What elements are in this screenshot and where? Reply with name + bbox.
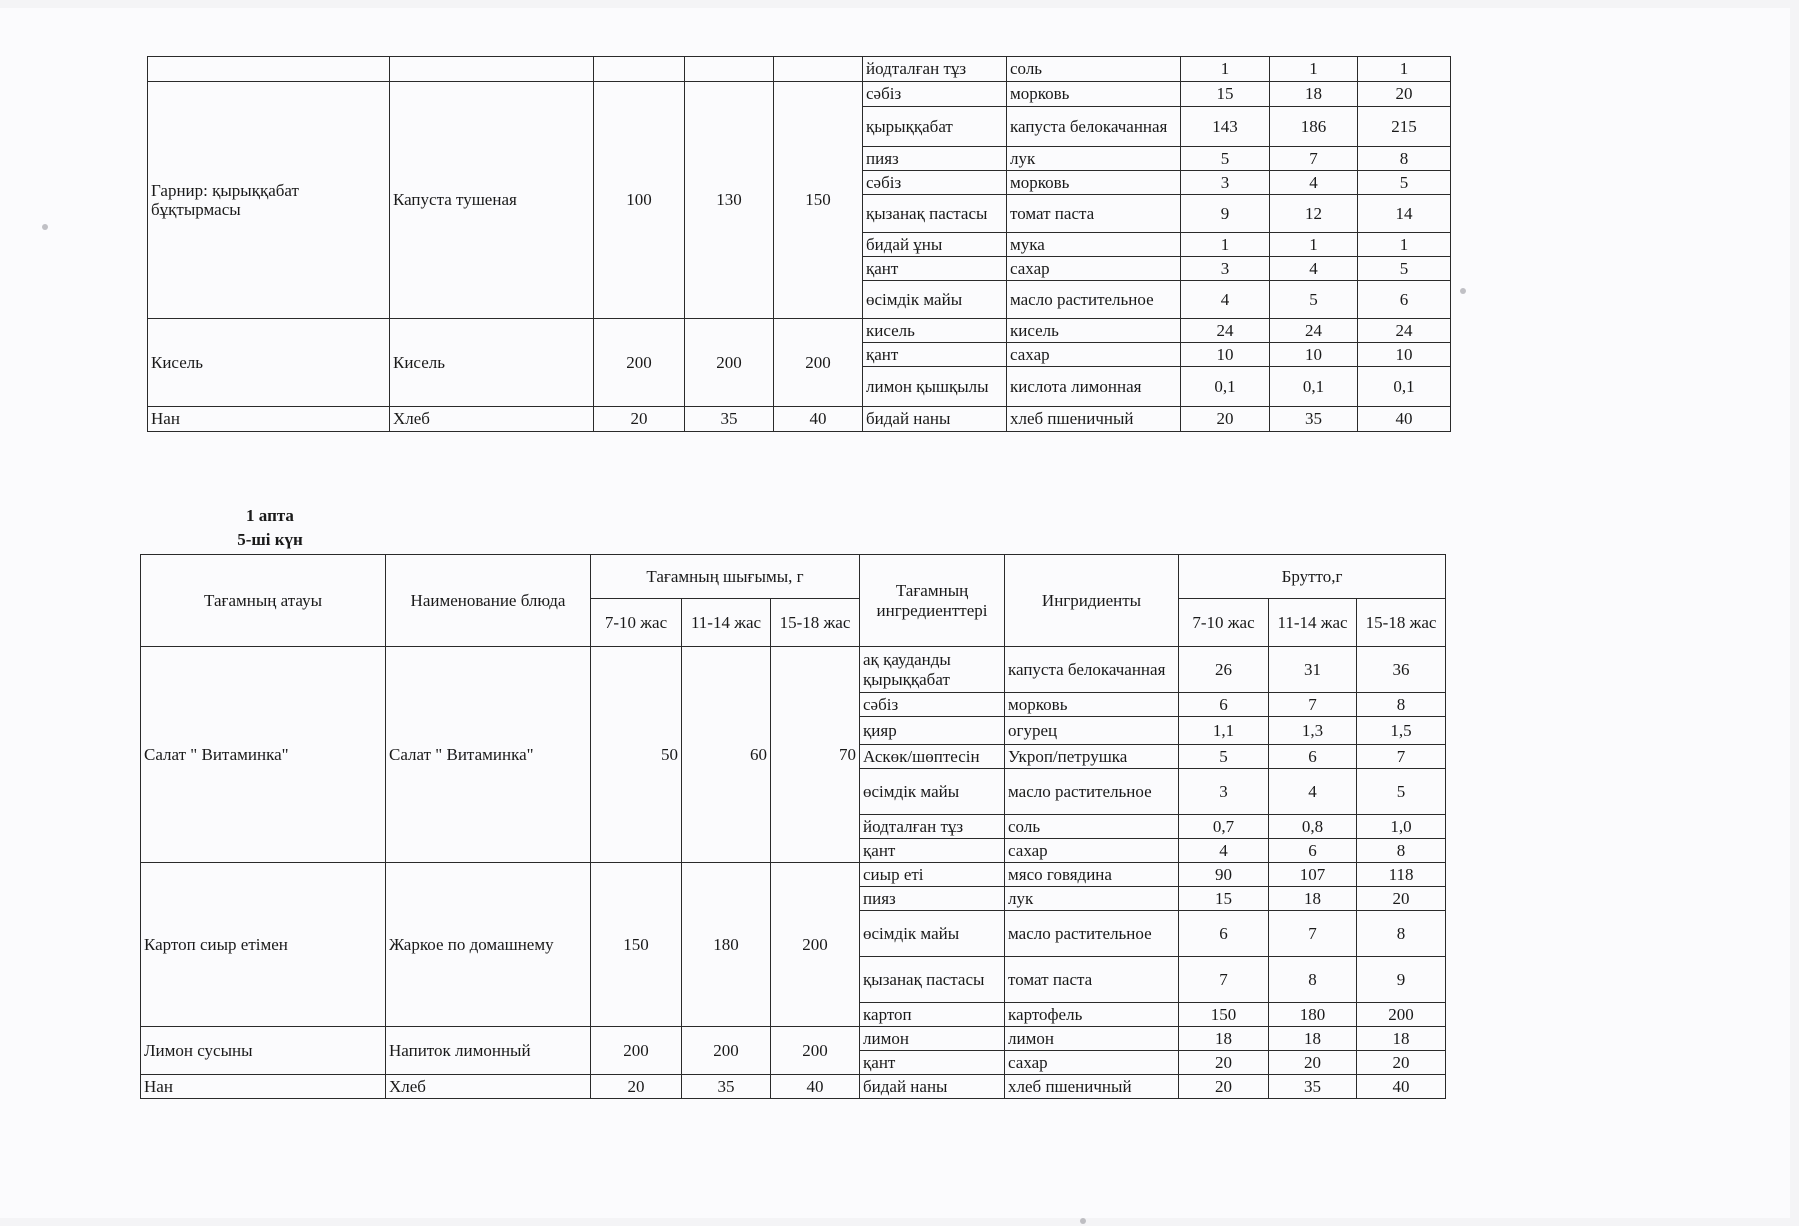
brutto-11-14: 107: [1269, 863, 1357, 887]
ingredient-ru: хлеб пшеничный: [1005, 1075, 1179, 1099]
brutto-11-14: 1: [1270, 57, 1358, 82]
brutto-15-18: 5: [1358, 257, 1451, 281]
yield-15-18: 70: [771, 647, 860, 863]
ingredient-ru: сахар: [1007, 257, 1181, 281]
ingredient-ru: масло растительное: [1005, 769, 1179, 815]
table-header: [141, 555, 1446, 647]
brutto-11-14: 24: [1270, 319, 1358, 343]
brutto-11-14: 5: [1270, 281, 1358, 319]
header-dish-name-kz: Тағамның атауы: [141, 555, 386, 647]
ingredient-kz: қант: [860, 1051, 1005, 1075]
brutto-11-14: 20: [1269, 1051, 1357, 1075]
table-body: [148, 57, 1451, 432]
ingredient-kz: сәбіз: [863, 82, 1007, 107]
ingredient-ru: морковь: [1007, 82, 1181, 107]
brutto-11-14: 1: [1270, 233, 1358, 257]
yield-7-10: 200: [594, 319, 685, 407]
ingredient-kz: лимон қышқылы: [863, 367, 1007, 407]
ingredient-ru: масло растительное: [1007, 281, 1181, 319]
yield-11-14: 35: [685, 407, 774, 432]
dish-name-ru: [390, 57, 594, 82]
yield-15-18: 200: [771, 863, 860, 1027]
brutto-7-10: 10: [1181, 343, 1270, 367]
yield-11-14: 200: [685, 319, 774, 407]
brutto-11-14: 18: [1269, 1027, 1357, 1051]
table-row: [141, 863, 1446, 887]
menu-table-day5: [140, 554, 1446, 1099]
ingredient-kz: қызанақ пастасы: [863, 195, 1007, 233]
brutto-7-10: 1: [1181, 57, 1270, 82]
ingredient-kz: сәбіз: [860, 693, 1005, 717]
brutto-7-10: 1,1: [1179, 717, 1269, 745]
brutto-7-10: 90: [1179, 863, 1269, 887]
brutto-15-18: 1: [1358, 233, 1451, 257]
ingredient-kz: бидай ұны: [863, 233, 1007, 257]
ingredient-ru: мука: [1007, 233, 1181, 257]
brutto-15-18: 36: [1357, 647, 1446, 693]
document-page: [0, 8, 1790, 1218]
brutto-7-10: 0,1: [1181, 367, 1270, 407]
header-brutto-age-7-10: 7-10 жас: [1179, 599, 1269, 647]
ingredient-kz: бидай наны: [863, 407, 1007, 432]
yield-15-18: 150: [774, 82, 863, 319]
yield-15-18: 200: [771, 1027, 860, 1075]
dish-name-kz: Гарнир: қырыққабат бұқтырмасы: [148, 82, 390, 319]
dish-name-ru: Салат " Витаминка": [386, 647, 591, 863]
ingredient-kz: қызанақ пастасы: [860, 957, 1005, 1003]
brutto-15-18: 10: [1358, 343, 1451, 367]
yield-15-18: 200: [774, 319, 863, 407]
ingredient-kz: өсімдік майы: [860, 911, 1005, 957]
yield-15-18: [774, 57, 863, 82]
brutto-7-10: 3: [1179, 769, 1269, 815]
yield-7-10: 20: [591, 1075, 682, 1099]
ingredient-ru: томат паста: [1005, 957, 1179, 1003]
brutto-15-18: 1,5: [1357, 717, 1446, 745]
brutto-15-18: 40: [1357, 1075, 1446, 1099]
brutto-15-18: 20: [1357, 887, 1446, 911]
dish-name-kz: Нан: [141, 1075, 386, 1099]
dish-name-ru: Хлеб: [386, 1075, 591, 1099]
scan-speck: [1460, 288, 1466, 294]
day-label: 5-ші күн: [237, 530, 303, 549]
brutto-11-14: 4: [1269, 769, 1357, 815]
brutto-15-18: 5: [1357, 769, 1446, 815]
brutto-15-18: 8: [1357, 911, 1446, 957]
brutto-7-10: 3: [1181, 257, 1270, 281]
header-yield-age-11-14: 11-14 жас: [682, 599, 771, 647]
table-row: [141, 1027, 1446, 1051]
week-label: 1 апта: [246, 506, 294, 525]
ingredient-kz: сәбіз: [863, 171, 1007, 195]
table-row: [148, 57, 1451, 82]
brutto-11-14: 4: [1270, 171, 1358, 195]
yield-11-14: 200: [682, 1027, 771, 1075]
brutto-7-10: 20: [1181, 407, 1270, 432]
dish-name-ru: Жаркое по домашнему: [386, 863, 591, 1027]
ingredient-ru: томат паста: [1007, 195, 1181, 233]
dish-name-ru: Напиток лимонный: [386, 1027, 591, 1075]
ingredient-kz: өсімдік майы: [860, 769, 1005, 815]
brutto-7-10: 0,7: [1179, 815, 1269, 839]
brutto-11-14: 186: [1270, 107, 1358, 147]
ingredient-ru: сахар: [1005, 839, 1179, 863]
ingredient-kz: Аскөк/шөптесін: [860, 745, 1005, 769]
brutto-15-18: 14: [1358, 195, 1451, 233]
brutto-7-10: 15: [1179, 887, 1269, 911]
brutto-15-18: 215: [1358, 107, 1451, 147]
brutto-7-10: 26: [1179, 647, 1269, 693]
brutto-7-10: 6: [1179, 911, 1269, 957]
header-dish-name-ru: Наименование блюда: [386, 555, 591, 647]
yield-11-14: [685, 57, 774, 82]
ingredient-ru: кислота лимонная: [1007, 367, 1181, 407]
header-yield: Тағамның шығымы, г: [591, 555, 860, 599]
dish-name-kz: [148, 57, 390, 82]
brutto-7-10: 20: [1179, 1051, 1269, 1075]
brutto-7-10: 4: [1181, 281, 1270, 319]
table-body: [141, 647, 1446, 1099]
brutto-11-14: 7: [1269, 693, 1357, 717]
dish-name-kz: Лимон сусыны: [141, 1027, 386, 1075]
scan-speck: [42, 224, 48, 230]
brutto-15-18: 20: [1358, 82, 1451, 107]
yield-11-14: 35: [682, 1075, 771, 1099]
brutto-7-10: 24: [1181, 319, 1270, 343]
brutto-15-18: 7: [1357, 745, 1446, 769]
brutto-11-14: 35: [1270, 407, 1358, 432]
brutto-15-18: 5: [1358, 171, 1451, 195]
ingredient-kz: кисель: [863, 319, 1007, 343]
brutto-11-14: 12: [1270, 195, 1358, 233]
ingredient-kz: лимон: [860, 1027, 1005, 1051]
table-row: [148, 407, 1451, 432]
brutto-7-10: 7: [1179, 957, 1269, 1003]
dish-name-kz: Салат " Витаминка": [141, 647, 386, 863]
yield-7-10: 200: [591, 1027, 682, 1075]
yield-11-14: 180: [682, 863, 771, 1027]
table-row: [148, 82, 1451, 107]
ingredient-kz: йодталған тұз: [863, 57, 1007, 82]
ingredient-kz: қант: [863, 343, 1007, 367]
brutto-11-14: 1,3: [1269, 717, 1357, 745]
brutto-15-18: 8: [1357, 839, 1446, 863]
ingredient-kz: пияз: [860, 887, 1005, 911]
yield-7-10: 20: [594, 407, 685, 432]
brutto-11-14: 35: [1269, 1075, 1357, 1099]
brutto-11-14: 180: [1269, 1003, 1357, 1027]
brutto-15-18: 20: [1357, 1051, 1446, 1075]
yield-7-10: 100: [594, 82, 685, 319]
table-row: [141, 1075, 1446, 1099]
brutto-15-18: 1: [1358, 57, 1451, 82]
brutto-7-10: 1: [1181, 233, 1270, 257]
brutto-15-18: 40: [1358, 407, 1451, 432]
brutto-15-18: 18: [1357, 1027, 1446, 1051]
ingredient-kz: қант: [860, 839, 1005, 863]
dish-name-kz: Нан: [148, 407, 390, 432]
brutto-11-14: 6: [1269, 745, 1357, 769]
ingredient-kz: йодталған тұз: [860, 815, 1005, 839]
table-row: [148, 319, 1451, 343]
brutto-11-14: 8: [1269, 957, 1357, 1003]
brutto-11-14: 0,8: [1269, 815, 1357, 839]
brutto-15-18: 9: [1357, 957, 1446, 1003]
brutto-11-14: 31: [1269, 647, 1357, 693]
brutto-7-10: 20: [1179, 1075, 1269, 1099]
brutto-7-10: 5: [1181, 147, 1270, 171]
ingredient-kz: бидай наны: [860, 1075, 1005, 1099]
brutto-7-10: 3: [1181, 171, 1270, 195]
yield-7-10: [594, 57, 685, 82]
ingredient-ru: лук: [1007, 147, 1181, 171]
ingredient-kz: өсімдік майы: [863, 281, 1007, 319]
yield-15-18: 40: [771, 1075, 860, 1099]
ingredient-ru: морковь: [1005, 693, 1179, 717]
yield-7-10: 50: [591, 647, 682, 863]
ingredient-kz: қант: [863, 257, 1007, 281]
brutto-15-18: 0,1: [1358, 367, 1451, 407]
brutto-7-10: 150: [1179, 1003, 1269, 1027]
ingredient-kz: ақ қауданды қырыққабат: [860, 647, 1005, 693]
ingredient-ru: капуста белокачанная: [1005, 647, 1179, 693]
header-ingredients-kz: Тағамның ингредиенттері: [860, 555, 1005, 647]
header-brutto-age-15-18: 15-18 жас: [1357, 599, 1446, 647]
brutto-11-14: 6: [1269, 839, 1357, 863]
brutto-15-18: 118: [1357, 863, 1446, 887]
yield-11-14: 130: [685, 82, 774, 319]
brutto-11-14: 7: [1270, 147, 1358, 171]
ingredient-ru: картофель: [1005, 1003, 1179, 1027]
dish-name-kz: Кисель: [148, 319, 390, 407]
brutto-7-10: 4: [1179, 839, 1269, 863]
ingredient-ru: лимон: [1005, 1027, 1179, 1051]
yield-11-14: 60: [682, 647, 771, 863]
brutto-7-10: 9: [1181, 195, 1270, 233]
brutto-15-18: 24: [1358, 319, 1451, 343]
dish-name-kz: Картоп сиыр етімен: [141, 863, 386, 1027]
brutto-11-14: 10: [1270, 343, 1358, 367]
ingredient-ru: сахар: [1007, 343, 1181, 367]
brutto-7-10: 18: [1179, 1027, 1269, 1051]
brutto-15-18: 200: [1357, 1003, 1446, 1027]
ingredient-ru: морковь: [1007, 171, 1181, 195]
ingredient-kz: қияр: [860, 717, 1005, 745]
brutto-11-14: 7: [1269, 911, 1357, 957]
brutto-7-10: 143: [1181, 107, 1270, 147]
header-brutto: Брутто,г: [1179, 555, 1446, 599]
header-brutto-age-11-14: 11-14 жас: [1269, 599, 1357, 647]
ingredient-ru: хлеб пшеничный: [1007, 407, 1181, 432]
dish-name-ru: Кисель: [390, 319, 594, 407]
ingredient-ru: сахар: [1005, 1051, 1179, 1075]
ingredient-kz: пияз: [863, 147, 1007, 171]
yield-15-18: 40: [774, 407, 863, 432]
header-yield-age-15-18: 15-18 жас: [771, 599, 860, 647]
brutto-7-10: 6: [1179, 693, 1269, 717]
ingredient-ru: лук: [1005, 887, 1179, 911]
dish-name-ru: Хлеб: [390, 407, 594, 432]
brutto-11-14: 0,1: [1270, 367, 1358, 407]
ingredient-kz: сиыр еті: [860, 863, 1005, 887]
ingredient-ru: капуста белокачанная: [1007, 107, 1181, 147]
header-yield-age-7-10: 7-10 жас: [591, 599, 682, 647]
ingredient-ru: соль: [1005, 815, 1179, 839]
ingredient-ru: мясо говядина: [1005, 863, 1179, 887]
brutto-15-18: 1,0: [1357, 815, 1446, 839]
ingredient-ru: кисель: [1007, 319, 1181, 343]
brutto-7-10: 15: [1181, 82, 1270, 107]
brutto-11-14: 18: [1269, 887, 1357, 911]
dish-name-ru: Капуста тушеная: [390, 82, 594, 319]
ingredient-ru: огурец: [1005, 717, 1179, 745]
brutto-15-18: 8: [1357, 693, 1446, 717]
ingredient-ru: масло растительное: [1005, 911, 1179, 957]
table-row: [141, 647, 1446, 693]
ingredient-kz: картоп: [860, 1003, 1005, 1027]
ingredient-ru: Укроп/петрушка: [1005, 745, 1179, 769]
scan-speck: [1080, 1218, 1086, 1224]
header-ingredients-ru: Ингридиенты: [1005, 555, 1179, 647]
brutto-15-18: 6: [1358, 281, 1451, 319]
brutto-7-10: 5: [1179, 745, 1269, 769]
menu-table-continued: [147, 56, 1451, 432]
yield-7-10: 150: [591, 863, 682, 1027]
brutto-15-18: 8: [1358, 147, 1451, 171]
brutto-11-14: 18: [1270, 82, 1358, 107]
ingredient-ru: соль: [1007, 57, 1181, 82]
brutto-11-14: 4: [1270, 257, 1358, 281]
ingredient-kz: қырыққабат: [863, 107, 1007, 147]
